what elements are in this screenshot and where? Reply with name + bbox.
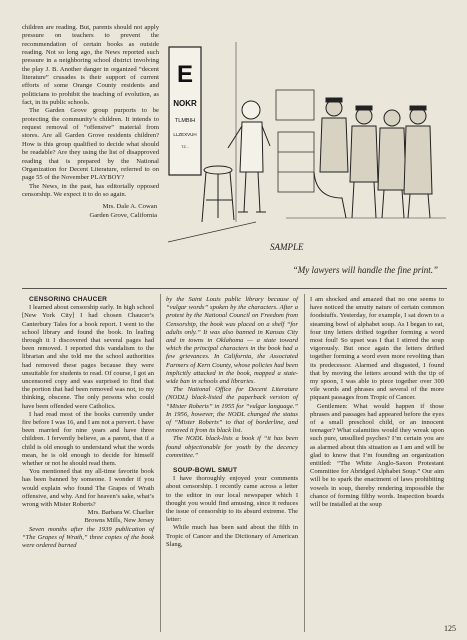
optician-figure <box>228 101 270 212</box>
section-heading: SOUP-BOWL SMUT <box>173 467 238 475</box>
body-paragraph: While much has been said about the filth in Tropic of Cancer and the Dictionary of American Slang, <box>166 524 298 548</box>
cartoon-illustration <box>166 22 450 280</box>
body-paragraph: Gentlemen: What would happen if those phrases and passages had appeared before the eyes of a small preschool child, or an innocent teenager? What calamities would they wreak upon such pure, unsullied psyches? I’m certain you are as alarmed about this situation as I am and will be glad to know that I’m founding an organization entitled: “The White Anglo-Saxon Protestant Committee for Abridged Alphabet Soup.” Our aim will be to spark the enactment of laws prohibiting vowels in soup, thereby rendering impossible the chance of forming filthy words. Inspection boards will be installed at the soup <box>310 402 444 509</box>
eye-chart-letter: E <box>176 61 194 88</box>
column-2 <box>166 296 298 549</box>
letter-paragraph: children are reading. But, parents should not apply pressure on teachers to prevent the recommendation of certain books as outside reading. Not so long ago, the News reported such pressure in a neighboring school district involving the play J. B. Another danger in organized “decent literature” crusades is their support of current efforts of some Orange County residents and politicians to prohibit the teaching of evolution, as fact, in its public schools. <box>22 24 159 107</box>
column-3 <box>310 296 444 509</box>
editor-reply: by the Saint Louis public library because of “vulgar words” spoken by the characters. After a protest by the National Council on Freedom from Censorship, the book was placed on a shelf “for adults only.” It was also banned in Kansas City and in towns in Oklahoma — a state toward which the principal characters in the book had a few grievances. In California, the Associated Farmers of Kern County, whose policies had been implicitly attacked in the book, mapped a state-wide ban in schools and libraries. <box>166 296 298 386</box>
customer-group <box>314 98 432 218</box>
letter-paragraph: The Garden Grove group purports to be protecting the community’s children. It intends to request removal of “offensive” material from stores. Are all Garden Grove residents children? How is this group qualified to decide what should be readable? Are they using the list of disapproved reading that is prepared by the National Organization for Decent Literature, referred to on page 55 of the November PLAYBOY? <box>22 107 159 182</box>
letter-continuation <box>22 24 159 220</box>
column-divider <box>160 294 161 632</box>
body-paragraph: You mentioned that my all-time favorite book has been banned by someone. I wonder if you would explain who found The Grapes of Wrath offensive, and why. And for heaven’s sake, what’s wrong with Mister Roberts? <box>22 468 154 509</box>
body-paragraph: I had read most of the books currently under fire before I was 16, and I am not a pervert. I have been married for nine years and have three children. I fervently believe, as a parent, that if a child is old enough to understand what the words mean, he is old enough to decide for himself whether or not he should read them. <box>22 410 154 468</box>
column-divider <box>304 294 305 632</box>
body-paragraph: I have thoroughly enjoyed your comments about censorship. I recently came across a letter to the editor in our local newspaper which I thought you would find amusing, since it reduces the issue of censorship to its absurd extreme. The letter: <box>166 475 298 524</box>
cabinet <box>276 90 314 192</box>
eye-chart-letter: TLMBIH <box>174 118 196 124</box>
signature-location: Browns Mills, New Jersey <box>84 517 154 525</box>
signature-name: Mrs. Dale A. Cowan <box>102 203 157 211</box>
section-divider <box>22 288 447 289</box>
body-paragraph: I learned about censorship early. In high school [New York City] I had chosen Chaucer’s Canterbury Tales for a book report. I went to the school library and found the book. In leafing through it I discovered that several pages had been removed. I reported this vandalism to the librarian and she told me the school authorities had removed these pages because they were unsuitable for students to read. Of course, I got an uncensored copy and was surprised to find that the portion that had been removed was not, to my thinking, obscene. The only persons who could have been offended were Catholics. <box>22 304 154 410</box>
editor-reply: Seven months after the 1939 publication of “The Grapes of Wrath,” three copies of the book were ordered burned <box>22 525 154 550</box>
editor-reply: The National Office for Decent Literature (NODL) black-listed the paperback version of “Mister Roberts” in 1955 for “vulgar language.” In 1956, however, the NODL changed the status of “Mister Roberts” to that of borderline, and removed it from its black list. <box>166 386 298 435</box>
cartoon-caption: “My lawyers will handle the fine print.” <box>292 265 438 275</box>
signature-location: Garden Grove, California <box>89 211 157 219</box>
body-paragraph: I am shocked and amazed that no one seems to have noticed the smutty nature of certain common foodstuffs. Yesterday, for example, I sat down to a steaming bowl of alphabet soup. As I began to eat, four tiny letters drifted together forming a word most foul! So upset was I that I stirred the soup vigorously. But once again the letters drifted together forming a word even more revolting than its predecessor. Alarmed and disgusted, I found that by moving the letters around with the tip of my spoon, I was able to piece together over 300 vile words and phrases and several of the more piquant passages from Tropic of Cancer. <box>310 296 444 402</box>
letter-signature <box>22 509 154 525</box>
cartoonist-signature: SAMPLE <box>270 242 304 252</box>
stool <box>202 166 234 222</box>
letter-signature <box>22 203 159 220</box>
column-1 <box>22 296 154 550</box>
eye-chart <box>169 47 201 175</box>
eye-chart-letter: NOKR <box>173 99 197 108</box>
signature-name: Mrs. Barbara W. Charlier <box>87 509 154 517</box>
eye-chart-letter: LLZEXVUH <box>173 132 197 137</box>
eye-chart-letter: TZ... <box>181 145 189 149</box>
section-heading: CENSORING CHAUCER <box>29 296 108 303</box>
letter-paragraph: The News, in the past, has editorially opposed censorship. We expect it to do so again. <box>22 182 159 198</box>
editor-reply: The NODL black-lists a book if “it has been found objectionable for youth by the decency committee.” <box>166 435 298 459</box>
page-number: 125 <box>444 624 456 633</box>
